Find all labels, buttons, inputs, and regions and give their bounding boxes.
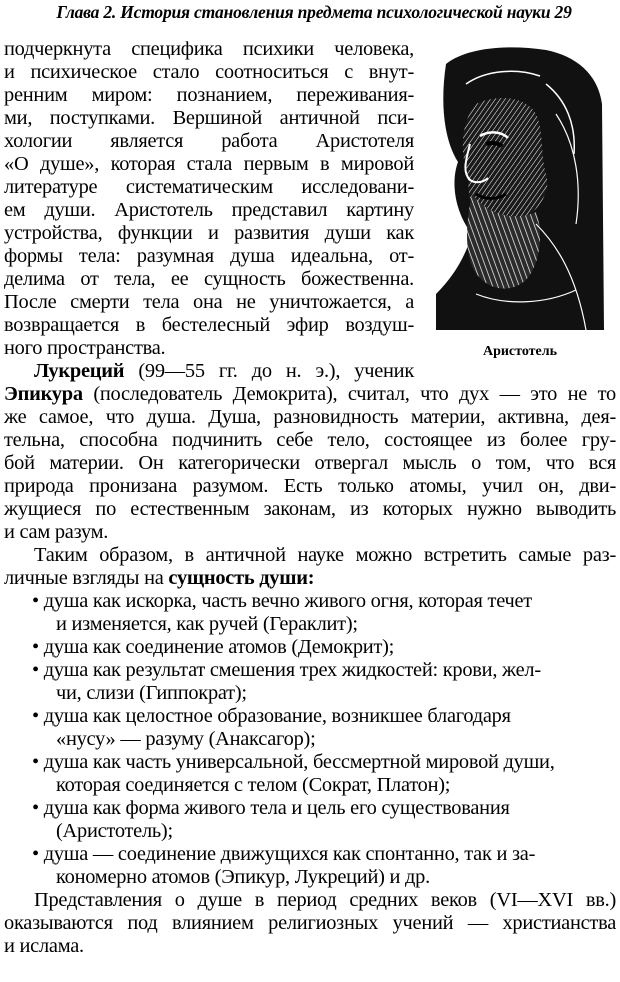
text-line: бой материи. Он категорически отвергал мысль о том, что вся [4, 452, 616, 474]
term-soul-essence: сущность души: [168, 567, 315, 589]
text-line: ми, поступками. Вершиной античной пси- [4, 107, 414, 129]
name-lucretius: Лукреций [34, 360, 125, 382]
text-span: (99—55 гг. до н. э.), ученик [124, 360, 414, 382]
bullet-item: • душа как целостное образование, возникшее благодаря [32, 705, 511, 727]
text-line: и сам разум. [4, 521, 109, 543]
bullet-continuation: (Аристотель); [56, 820, 173, 842]
text-line: и ислама. [4, 935, 84, 957]
text-line: же самое, что душа. Душа, разновидность материи, активна, дея- [4, 406, 616, 428]
bullet-item: • душа как результат смешения трех жидкостей: крови, жел- [32, 659, 541, 681]
text-line: «О душе», которая стала первым в мировой [4, 153, 414, 175]
portrait-caption: Аристотель [482, 344, 558, 359]
text-line: ем души. Аристотель представил картину [4, 199, 414, 221]
text-line: природа пронизана разумом. Есть только атомы, учил он, дви- [4, 475, 616, 497]
bullet-item: • душа как часть универсальной, бессмертной мировой души, [32, 751, 555, 773]
text-line: возвращается в бестелесный эфир воздуш- [4, 314, 414, 336]
bullet-continuation: «нусу» — разуму (Анаксагор); [56, 728, 316, 750]
bullet-continuation: и изменяется, как ручей (Гераклит); [56, 613, 358, 635]
text-line: Представления о душе в период средних веков (VI—XVI вв.) [34, 889, 616, 911]
text-line: формы тела: разумная душа идеальна, от- [4, 245, 414, 267]
text-line: литературе систематическим исследовани- [4, 176, 414, 198]
name-epicurus: Эпикура [4, 383, 83, 405]
text-line [4, 360, 414, 383]
bullet-item: • душа как искорка, часть вечно живого огня, которая течет [32, 590, 532, 612]
bullet-item: • душа — соединение движущихся как спонтанно, так и за- [32, 843, 536, 865]
bullet-continuation: которая соединяется с телом (Сократ, Платон); [56, 774, 451, 796]
text-span: (последователь Демокрита), считал, что дух — это не то [82, 383, 616, 405]
text-line [4, 567, 616, 590]
body-text [4, 38, 616, 958]
bullet-item: • душа как соединение атомов (Демокрит); [32, 636, 395, 658]
text-line: устройства, функции и развития души как [4, 222, 414, 244]
text-line: и психическое стало соотноситься с внут- [4, 61, 414, 83]
bullet-item: • душа как форма живого тела и цель его существования [32, 797, 510, 819]
bullet-continuation: кономерно атомов (Эпикур, Лукреций) и др. [56, 866, 430, 888]
text-line: ренним миром: познанием, переживания- [4, 84, 414, 106]
text-line: хологии является работа Аристотеля [4, 130, 414, 152]
bullet-continuation: чи, слизи (Гиппократ); [56, 682, 247, 704]
text-line [4, 383, 616, 406]
text-line: тельна, способна подчинить себе тело, состоящее из более гру- [4, 429, 616, 451]
text-line: делима от тела, ее сущность божественна. [4, 268, 414, 290]
running-header: Глава 2. История становления предмета психологической науки 29 [56, 2, 572, 22]
text-span: личные взгляды на [4, 567, 169, 589]
text-line: оказываются под влиянием религиозных учений — христианства [4, 912, 616, 934]
text-line: жущиеся по естественным законам, из которых нужно выводить [4, 498, 616, 520]
text-line: ного пространства. [4, 337, 166, 359]
text-line: подчеркнута специфика психики человека, [4, 38, 414, 60]
text-line: Таким образом, в античной науке можно встретить самые раз- [34, 544, 616, 566]
text-line: После смерти тела она не уничтожается, а [4, 291, 414, 313]
